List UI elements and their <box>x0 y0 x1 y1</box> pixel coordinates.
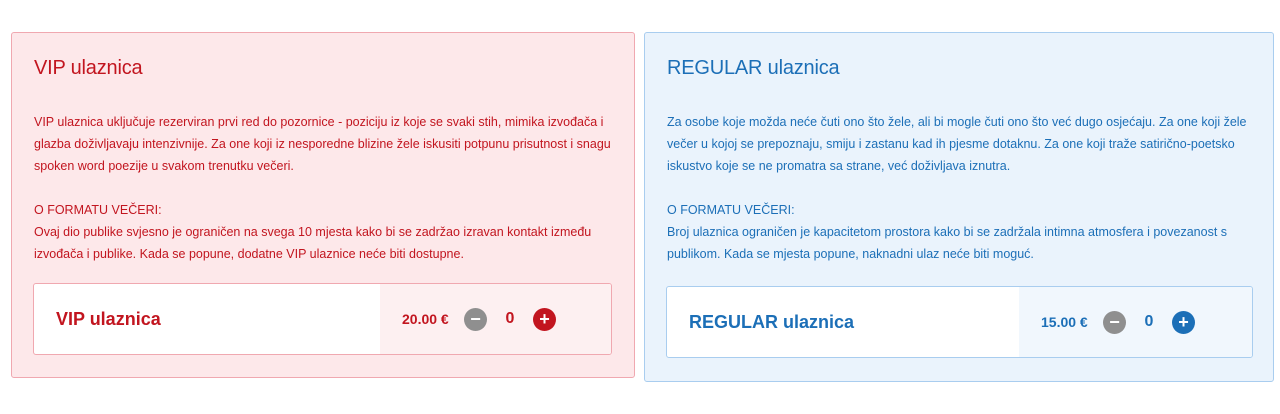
vip-ticket-price: 20.00 € <box>402 311 449 327</box>
vip-quantity-value: 0 <box>505 310 515 327</box>
regular-ticket-price: 15.00 € <box>1041 314 1088 330</box>
vip-description-text: VIP ulaznica uključuje rezerviran prvi red do pozornice - poziciju iz koje se svaki stih, mimika izvođača i glazba doživljavaju intenzivnije. Za one koji iz nesporedne blizine žele iskusiti potpunu prisutnost i snagu spoken word poezije u svakom trenutku večeri. <box>34 115 611 173</box>
regular-price-quantity-box <box>1019 287 1252 357</box>
regular-ticket-row <box>666 286 1253 358</box>
regular-description-text: Za osobe koje možda neće čuti ono što žele, ali bi mogle čuti ono što već dugo osjećaju. Za one koji žele večer u kojoj se prepoznaju, smiju i zastanu kad ih pjesme dotaknu. Za one koji traže satirično-poetsko iskustvo koje se ne promatra sa strane, već doživljava iznutra. <box>667 115 1247 173</box>
vip-price-quantity-box <box>380 284 611 354</box>
vip-format-heading: O FORMATU VEČERI: <box>34 203 162 217</box>
regular-decrease-button[interactable] <box>1103 311 1126 334</box>
vip-decrease-button[interactable] <box>464 308 487 331</box>
regular-format-text: Broj ulaznica ograničen je kapacitetom prostora kako bi se zadržala intimna atmosfera i povezanost s publikom. Kada se mjesta popune, naknadni ulaz neće biti moguć. <box>667 225 1228 261</box>
regular-quantity-value: 0 <box>1144 313 1154 330</box>
regular-increase-button[interactable] <box>1172 311 1195 334</box>
vip-card-title: VIP ulaznica <box>34 57 143 79</box>
vip-format-text: Ovaj dio publike svjesno je ograničen na svega 10 mjesta kako bi se zadržao izravan kontakt između izvođača i publike. Kada se popune, dodatne VIP ulaznice neće biti dostupne. <box>34 225 592 261</box>
regular-card-description <box>667 111 1262 265</box>
vip-ticket-card <box>11 32 635 378</box>
plus-icon: + <box>1178 312 1189 332</box>
regular-ticket-name: REGULAR ulaznica <box>689 311 855 332</box>
minus-icon: − <box>470 309 481 329</box>
vip-card-description <box>34 111 619 265</box>
plus-icon: + <box>539 309 550 329</box>
minus-icon: − <box>1109 312 1120 332</box>
vip-ticket-name: VIP ulaznica <box>56 308 161 329</box>
regular-format-heading: O FORMATU VEČERI: <box>667 203 795 217</box>
vip-increase-button[interactable] <box>533 308 556 331</box>
vip-ticket-row <box>33 283 612 355</box>
regular-card-title: REGULAR ulaznica <box>667 57 840 79</box>
regular-ticket-card <box>644 32 1274 382</box>
